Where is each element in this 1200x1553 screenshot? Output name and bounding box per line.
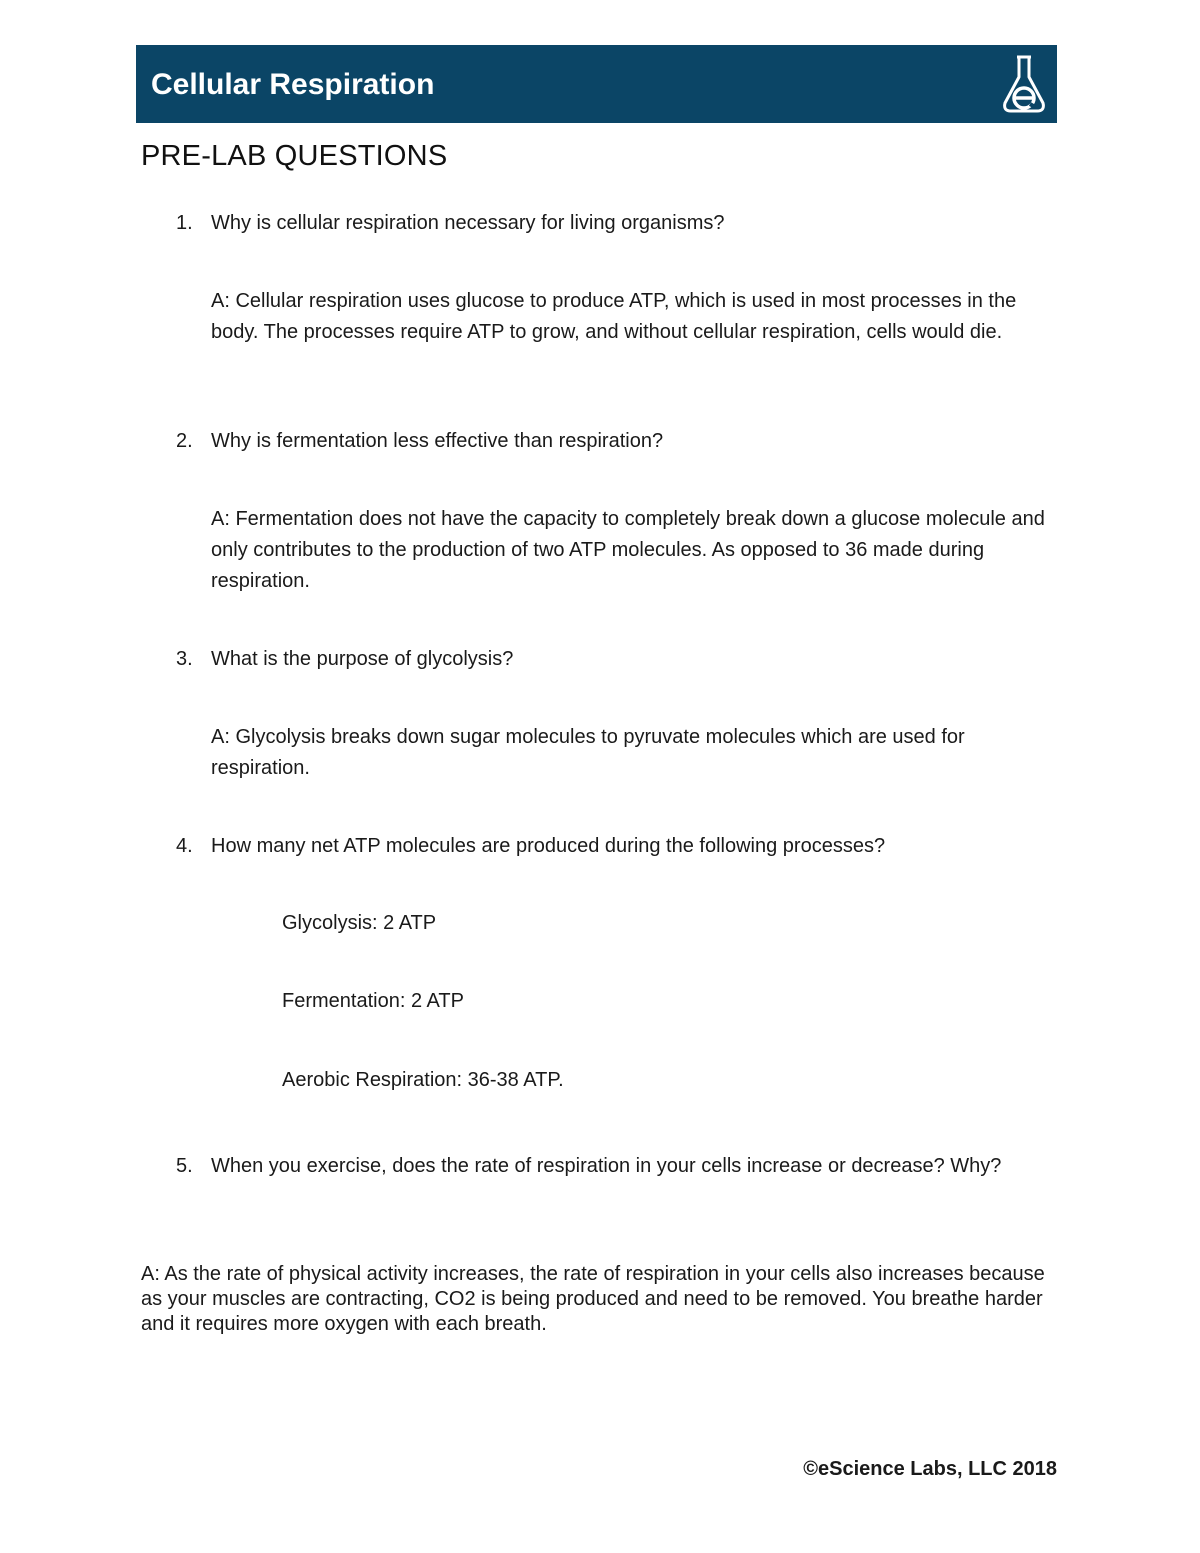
copyright-footer: ©eScience Labs, LLC 2018 bbox=[803, 1458, 1057, 1480]
atp-item-fermentation: Fermentation: 2 ATP bbox=[282, 990, 464, 1012]
answer-2: A: Fermentation does not have the capacity to completely break down a glucose molecule and only contributes to the production of two ATP molecules. As opposed to 36 made during respiration. bbox=[211, 508, 1045, 592]
atp-item-glycolysis: Glycolysis: 2 ATP bbox=[282, 912, 437, 934]
answer-5: A: As the rate of physical activity increases, the rate of respiration in your cells also increases because as your muscles are contracting, CO2 is being produced and need to be removed. You breathe harder and it requires more oxygen with each breath. bbox=[141, 1263, 1045, 1335]
question-text: Why is cellular respiration necessary for living organisms? bbox=[211, 212, 725, 234]
question-number: 2. bbox=[176, 430, 193, 452]
question-text: How many net ATP molecules are produced during the following processes? bbox=[211, 835, 886, 857]
atp-item-aerobic: Aerobic Respiration: 36-38 ATP. bbox=[282, 1069, 564, 1091]
question-text: When you exercise, does the rate of respiration in your cells increase or decrease? Why? bbox=[211, 1155, 1002, 1177]
answer-3: A: Glycolysis breaks down sugar molecules to pyruvate molecules which are used for respiration. bbox=[211, 726, 965, 779]
answer-1: A: Cellular respiration uses glucose to produce ATP, which is used in most processes in the body. The processes require ATP to grow, and without cellular respiration, cells would die. bbox=[211, 290, 1017, 343]
question-number: 1. bbox=[176, 212, 193, 234]
section-title: PRE-LAB QUESTIONS bbox=[141, 140, 448, 172]
question-text: What is the purpose of glycolysis? bbox=[211, 648, 514, 670]
question-text: Why is fermentation less effective than respiration? bbox=[211, 430, 664, 452]
question-number: 3. bbox=[176, 648, 193, 670]
question-number: 4. bbox=[176, 835, 193, 857]
question-number: 5. bbox=[176, 1155, 193, 1177]
document-title: Cellular Respiration bbox=[151, 68, 435, 101]
header-bar bbox=[136, 45, 1057, 123]
flask-e-logo-icon bbox=[999, 53, 1049, 115]
